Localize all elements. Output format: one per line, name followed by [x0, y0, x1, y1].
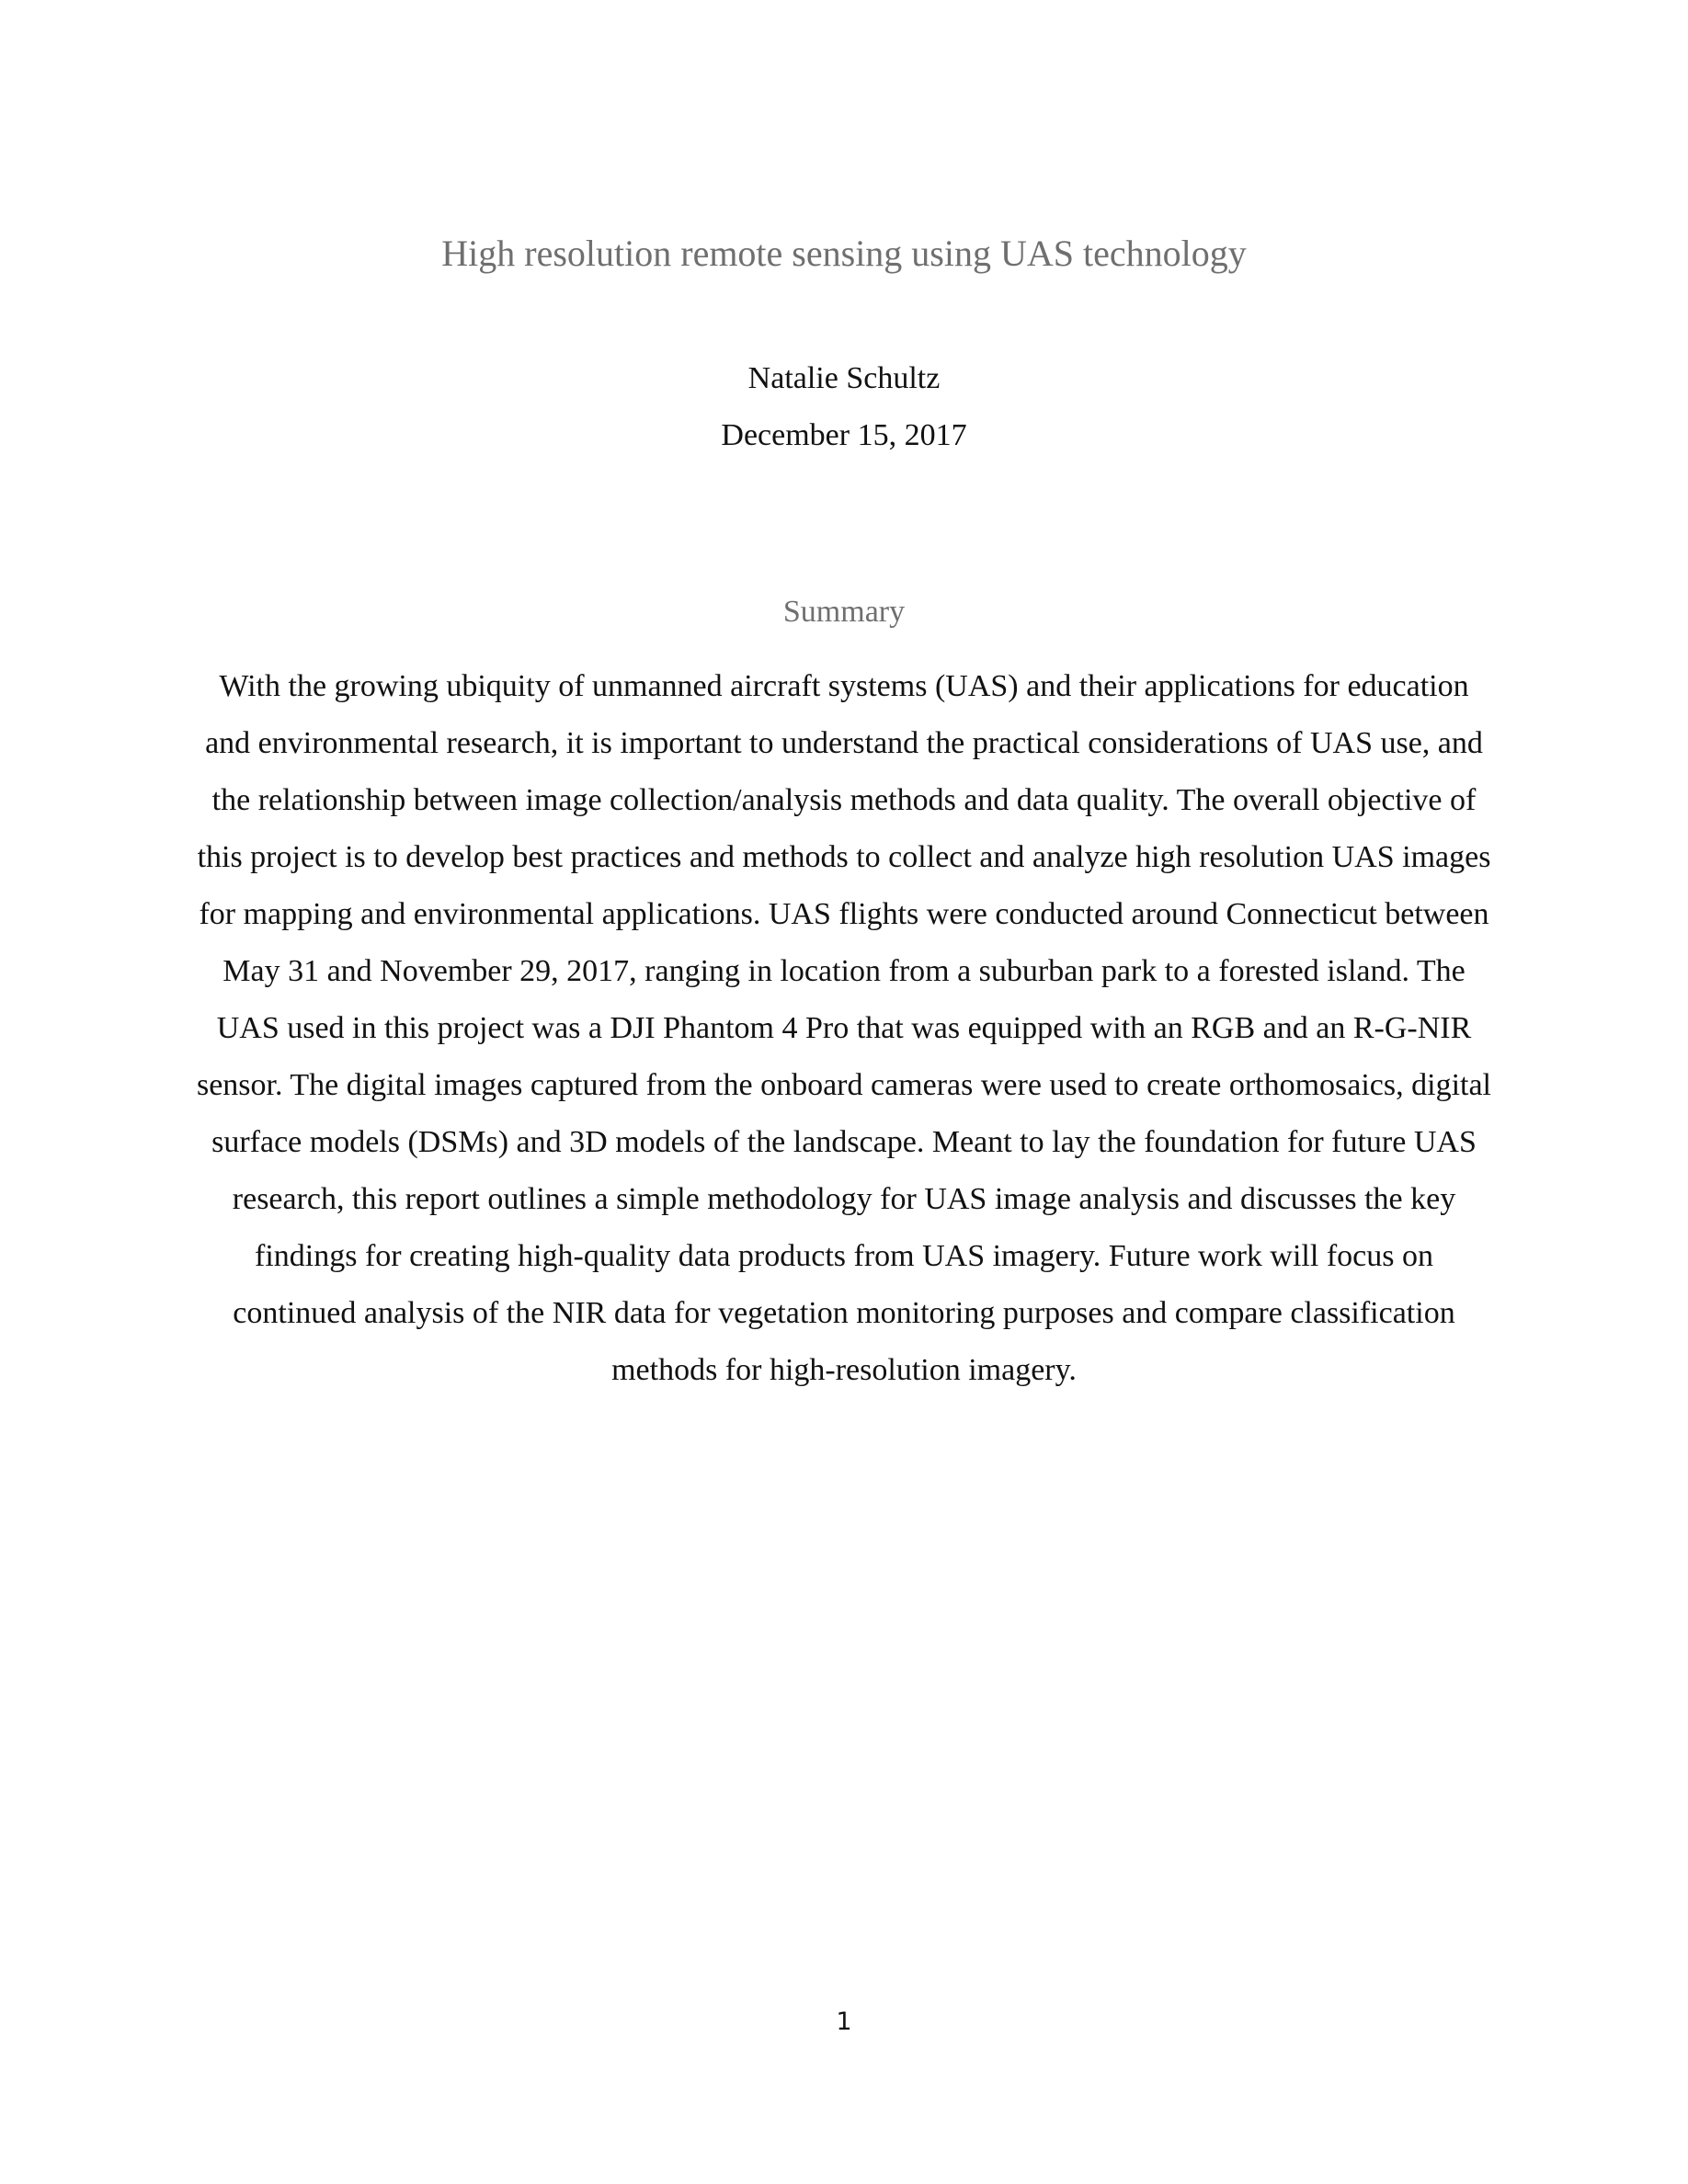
- summary-paragraph: With the growing ubiquity of unmanned aircraft systems (UAS) and their applications for education and environmental research, it is important to understand the practical considerations of UAS use, and the relationship between image collection/analysis methods and data quality. The overall objective of this project is to develop best practices and methods to collect and analyze high resolution UAS images for mapping and environmental applications. UAS flights were conducted around Connecticut between May 31 and November 29, 2017, ranging in location from a suburban park to a forested island. The UAS used in this project was a DJI Phantom 4 Pro that was equipped with an RGB and an R-G-NIR sensor. The digital images captured from the onboard cameras were used to create orthomosaics, digital surface models (DSMs) and 3D models of the landscape. Meant to lay the foundation for future UAS research, this report outlines a simple methodology for UAS image analysis and discusses the key findings for creating high-quality data products from UAS imagery. Future work will focus on continued analysis of the NIR data for vegetation monitoring purposes and compare classification methods for high-resolution imagery.: [196, 669, 1491, 1387]
- document-title: High resolution remote sensing using UAS technology: [441, 233, 1247, 274]
- document-date: December 15, 2017: [721, 418, 967, 452]
- author-name: Natalie Schultz: [747, 361, 941, 395]
- summary-heading: Summary: [782, 595, 906, 629]
- page-number: 1: [836, 2008, 852, 2036]
